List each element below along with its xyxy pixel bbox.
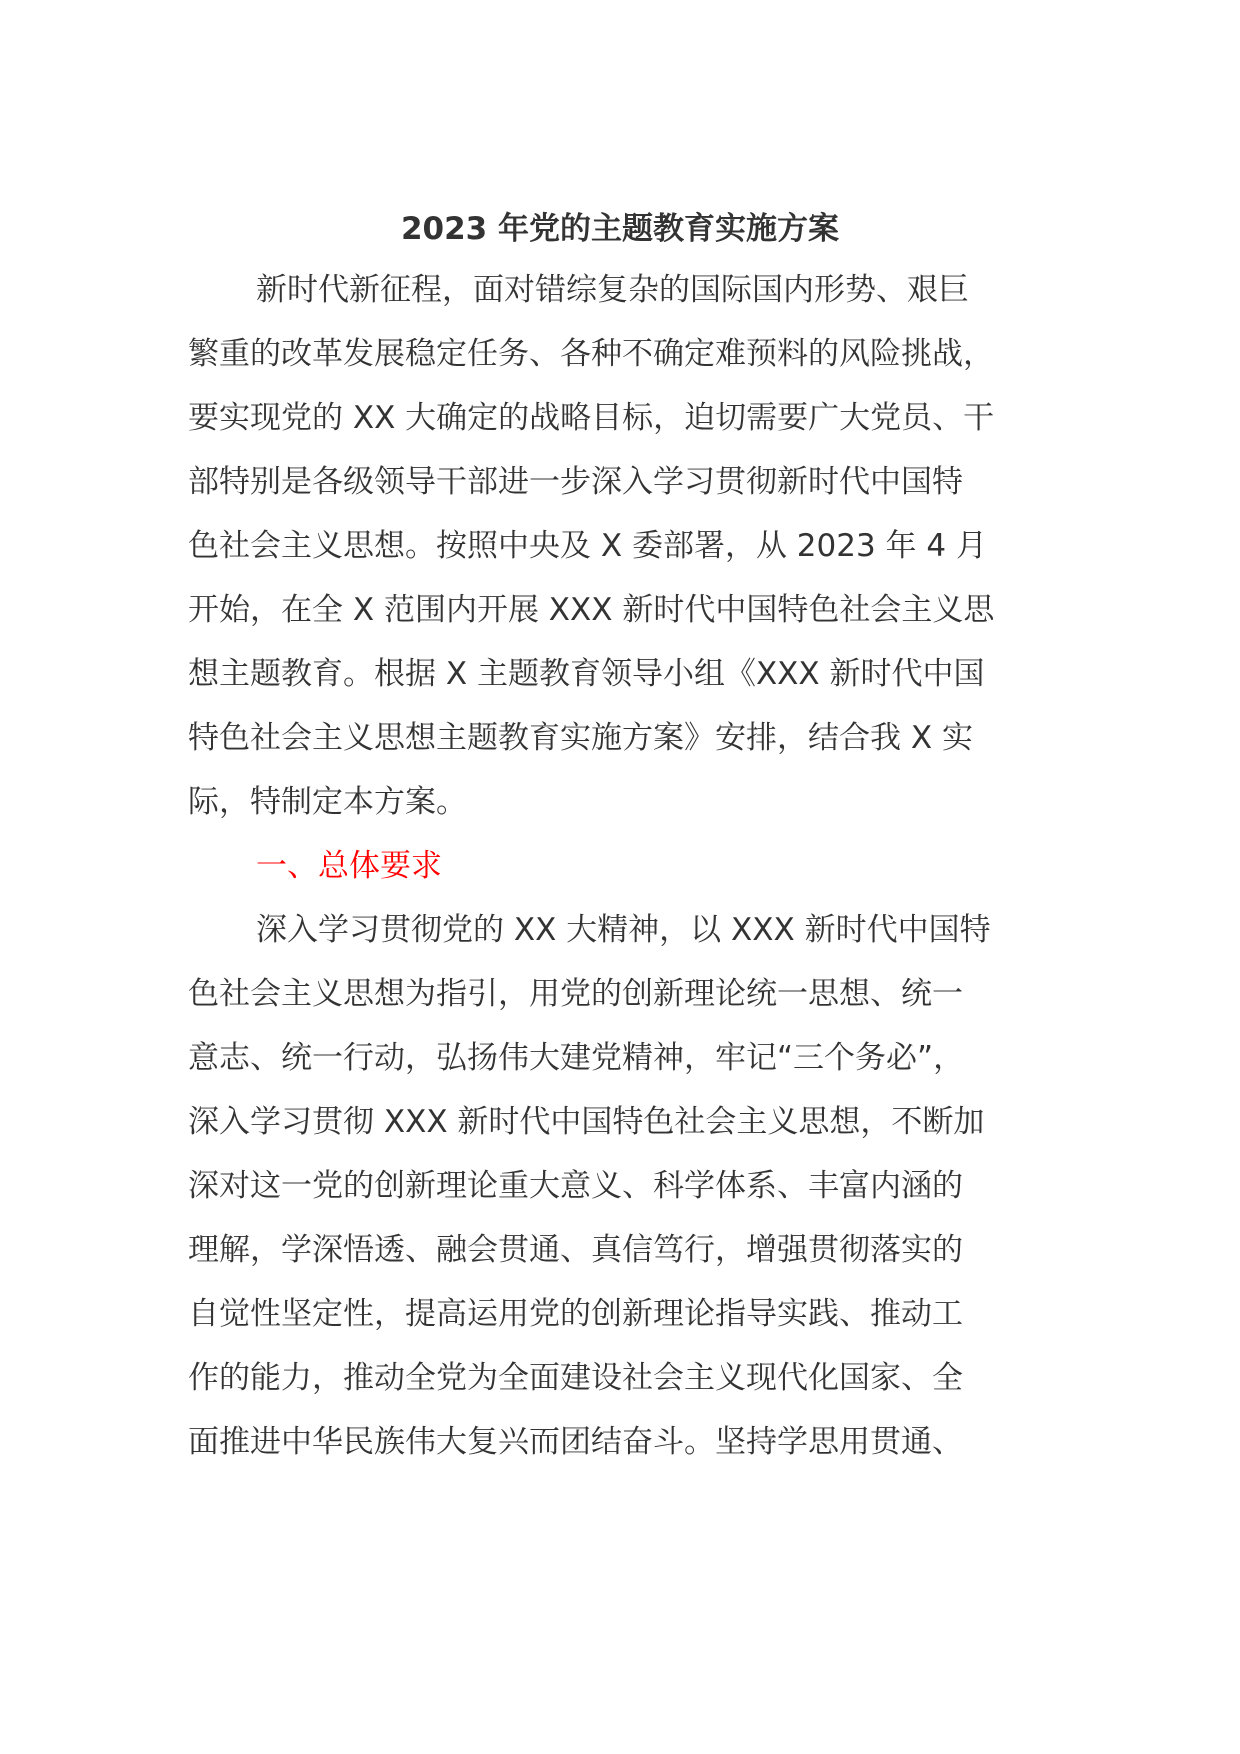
paragraph-line: 意志、统一行动，弘扬伟大建党精神，牢记“三个务必”，	[188, 1040, 965, 1076]
paragraph-line: 面推进中华民族伟大复兴而团结奋斗。坚持学思用贯通、	[188, 1424, 963, 1460]
paragraph-line: 部特别是各级领导干部进一步深入学习贯彻新时代中国特	[188, 464, 963, 500]
paragraph-line: 深对这一党的创新理论重大意义、科学体系、丰富内涵的	[188, 1168, 963, 1204]
paragraph-line: 色社会主义思想。按照中央及 X 委部署，从 2023 年 4 月	[188, 528, 987, 564]
paragraph-line: 深入学习贯彻党的 XX 大精神，以 XXX 新时代中国特	[256, 912, 991, 948]
section-heading: 一、总体要求	[256, 848, 442, 884]
paragraph-line: 色社会主义思想为指引，用党的创新理论统一思想、统一	[188, 976, 963, 1012]
paragraph-line: 理解，学深悟透、融会贯通、真信笃行，增强贯彻落实的	[188, 1232, 963, 1268]
paragraph-line: 自觉性坚定性，提高运用党的创新理论指导实践、推动工	[188, 1296, 963, 1332]
document-title: 2023 年党的主题教育实施方案	[400, 211, 840, 247]
paragraph-line: 想主题教育。根据 X 主题教育领导小组《XXX 新时代中国	[188, 656, 985, 692]
paragraph-line: 际，特制定本方案。	[188, 784, 467, 820]
paragraph-line: 要实现党的 XX 大确定的战略目标，迫切需要广大党员、干	[188, 400, 995, 436]
paragraph-line: 深入学习贯彻 XXX 新时代中国特色社会主义思想，不断加	[188, 1104, 985, 1140]
paragraph-line: 开始，在全 X 范围内开展 XXX 新时代中国特色社会主义思	[188, 592, 995, 628]
paragraph-line: 繁重的改革发展稳定任务、各种不确定难预料的风险挑战，	[188, 336, 994, 372]
paragraph-line: 特色社会主义思想主题教育实施方案》安排，结合我 X 实	[188, 720, 973, 756]
paragraph-line: 作的能力，推动全党为全面建设社会主义现代化国家、全	[188, 1360, 963, 1396]
paragraph-line: 新时代新征程，面对错综复杂的国际国内形势、艰巨	[256, 272, 969, 308]
